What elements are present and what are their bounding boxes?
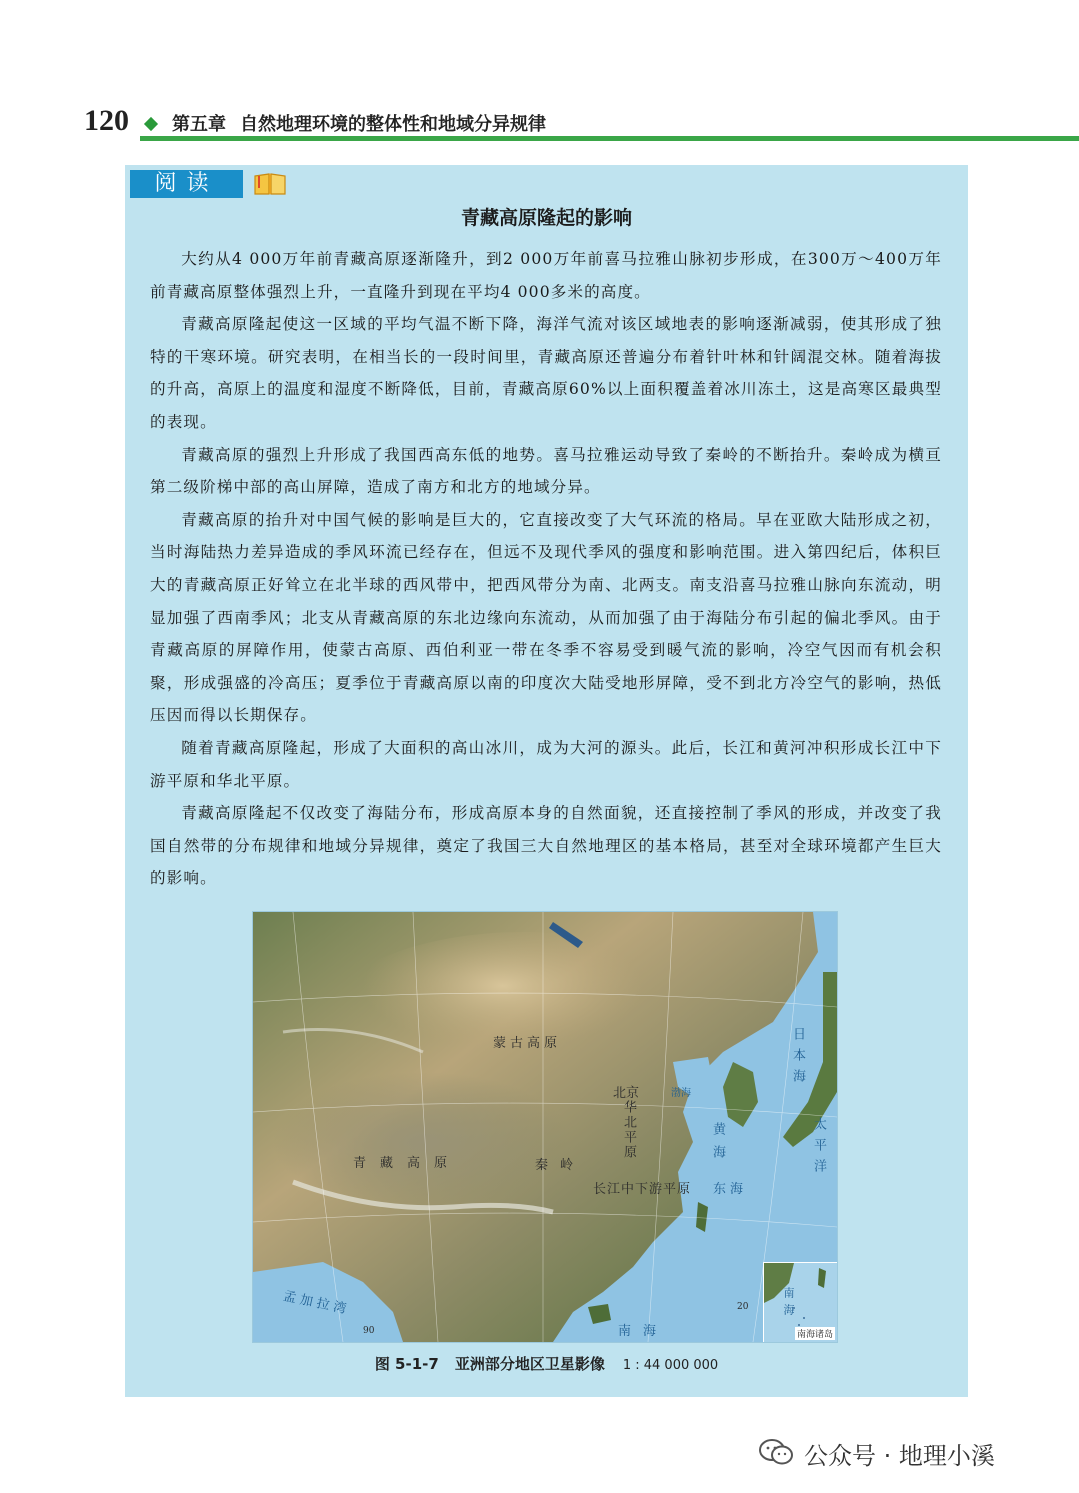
paragraph: 青藏高原的强烈上升形成了我国西高东低的地势。喜马拉雅运动导致了秦岭的不断抬升。秦岭成为横亘第二级阶梯中部的高山屏障，造成了南方和北方的地域分异。 xyxy=(150,445,942,497)
paragraph: 青藏高原的抬升对中国气候的影响是巨大的，它直接改变了大气环流的格局。早在亚欧大陆形成之初，当时海陆热力差异造成的季风环流已经存在，但远不及现代季风的强度和影响范围。进入第四纪后，体积巨大的青藏高原正好耸立在北半球的西风带中，把西风带分为南、北两支。南支沿喜马拉雅山脉向东流动，明显加强了西南季风；北支从青藏高原的东北边缘向东流动，从而加强了由于海陆分布引起的偏北季风。由于青藏高原的屏障作用，使蒙古高原、西伯利亚一带在冬季不容易受到暖气流的影响，冷空气因而有机会积聚，形成强盛的冷高压；夏季位于青藏高原以南的印度次大陆受地形屏障，受不到北方冷空气的影响，热低压因而得以长期保存。 xyxy=(150,510,942,725)
mongolia-label: 蒙古高原 xyxy=(493,1036,562,1051)
figure-number: 图 5-1-7 xyxy=(374,1355,439,1373)
paragraph: 青藏高原隆起不仅改变了海陆分布，形成高原本身的自然面貌，还直接控制了季风的形成，并改变了我国自然带的分布规律和地域分异规律，奠定了我国三大自然地理区的基本格局，甚至对全球环境都产生巨大的影响。 xyxy=(150,804,942,888)
qinling-label: 秦岭 xyxy=(535,1158,586,1173)
figure-caption xyxy=(125,1353,968,1374)
beijing-label: 北京 xyxy=(613,1086,640,1101)
inset-title: 南海诸岛 xyxy=(795,1327,835,1340)
yellow-sea-label: 黄海 xyxy=(710,1122,725,1168)
latitude-label: 20 xyxy=(737,1302,749,1312)
north-china-plain-label: 华北平原 xyxy=(621,1100,636,1160)
paragraph: 随着青藏高原隆起，形成了大面积的高山冰川，成为大河的源头。此后，长江和黄河冲积形成长江中下游平原和华北平原。 xyxy=(150,738,942,790)
watermark-text: 公众号 · 地理小溪 xyxy=(804,1442,995,1470)
reading-panel xyxy=(125,165,968,1397)
diamond-icon xyxy=(144,117,158,131)
south-sea-label: 南海 xyxy=(618,1324,669,1339)
paragraph: 青藏高原隆起使这一区域的平均气温不断下降，海洋气流对该区域地表的影响逐渐减弱，使其形成了独特的干寒环境。研究表明，在相当长的一段时间里，青藏高原还普遍分布着针叶林和针阔混交林。随着海拔的升高，高原上的温度和湿度不断降低，目前，青藏高原60%以上面积覆盖着冰川冻土，这是高寒区最典型的表现。 xyxy=(150,315,942,431)
pacific-label: 太平洋 xyxy=(811,1117,826,1180)
bay-of-bengal-label: 孟加拉湾 xyxy=(281,1289,352,1318)
tibet-plateau-label: 青藏高原 xyxy=(353,1156,462,1171)
east-sea-label: 东海 xyxy=(713,1182,748,1197)
yangtze-plain-label: 长江中下游平原 xyxy=(593,1182,692,1197)
page-header xyxy=(0,100,1079,140)
article-title: 青藏高原隆起的影响 xyxy=(460,207,632,229)
chapter-heading xyxy=(172,110,546,136)
book-icon xyxy=(253,172,287,196)
inset-south-sea-label: 南海 xyxy=(782,1287,795,1321)
chapter-number: 第五章 xyxy=(172,114,226,135)
satellite-image xyxy=(253,912,837,1342)
south-sea-islands-inset xyxy=(763,1262,838,1343)
chapter-title: 自然地理环境的整体性和地域分异规律 xyxy=(240,114,546,135)
reading-tag: 阅读 xyxy=(130,170,243,198)
satellite-map xyxy=(252,911,838,1343)
figure-title: 亚洲部分地区卫星影像 xyxy=(454,1355,605,1373)
bohai-label: 渤海 xyxy=(671,1088,691,1099)
japan-sea-label: 日本海 xyxy=(790,1027,805,1090)
page-number: 120 xyxy=(84,104,129,137)
header-divider xyxy=(140,136,1079,141)
article-body xyxy=(150,243,942,895)
paragraph: 大约从4 000万年前青藏高原逐渐隆升，到2 000万年前喜马拉雅山脉初步形成，在300万～400万年前青藏高原整体强烈上升，一直隆升到现在平均4 000多米的高度。 xyxy=(150,250,942,301)
longitude-label: 90 xyxy=(363,1326,375,1336)
wechat-icon xyxy=(758,1438,794,1466)
figure-scale: 1 : 44 000 000 xyxy=(622,1358,719,1373)
